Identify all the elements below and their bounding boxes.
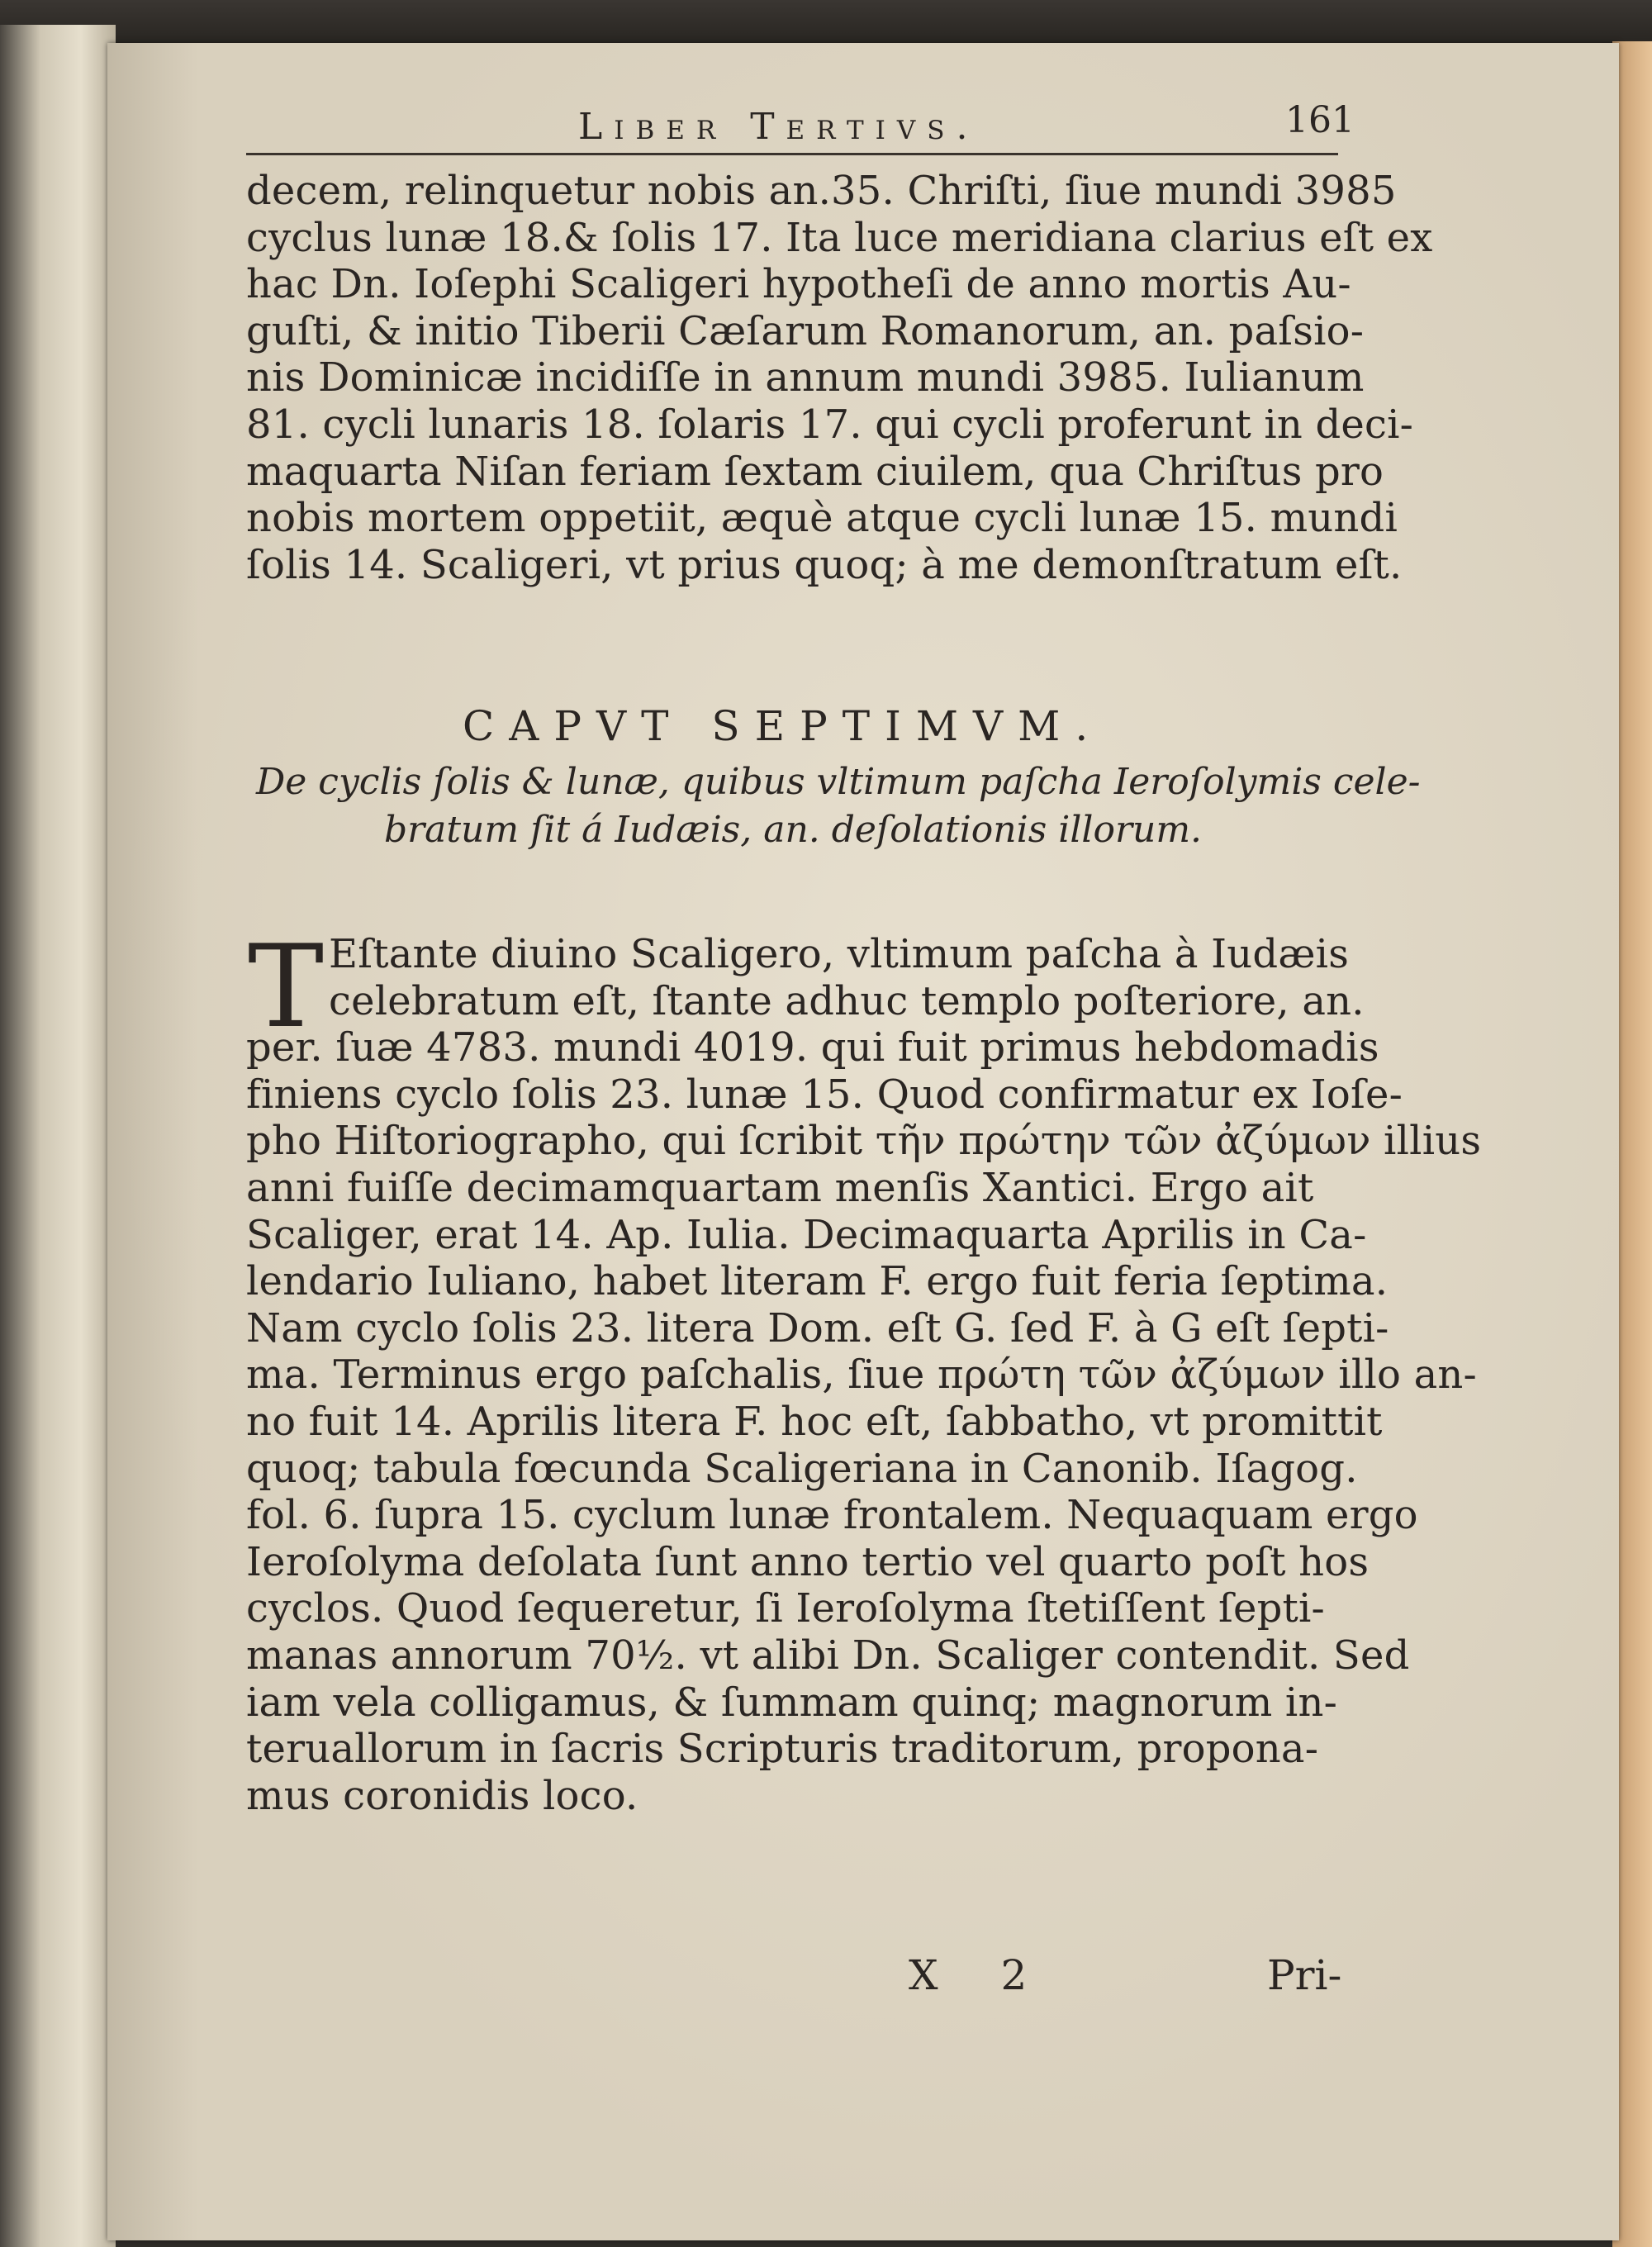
text-line: celebratum eſt, ſtante adhuc templo poſteriore, an. xyxy=(329,977,1365,1024)
chapter-title: CAPVT SEPTIMVM. xyxy=(463,702,1104,750)
text-line: finiens cyclo ſolis 23. lunæ 15. Quod confirmatur ex Ioſe- xyxy=(246,1071,1403,1118)
text-line: maquarta Niſan feriam ſextam ciuilem, qua Chriſtus pro xyxy=(246,448,1384,495)
text-line: nobis mortem oppetiit, æquè atque cycli lunæ 15. mundi xyxy=(246,495,1398,542)
text-line: Scaliger, erat 14. Ap. Iulia. Decimaquarta Aprilis in Ca- xyxy=(246,1211,1367,1258)
page-number: 161 xyxy=(1285,99,1355,141)
text-line: lendario Iuliano, habet literam F. ergo fuit feria ſeptima. xyxy=(246,1258,1389,1305)
scanner-background xyxy=(0,0,1652,50)
subtitle-line: bratum ſit á Iudæis, an. deſolationis illorum. xyxy=(383,809,1203,851)
text-line: iam vela colligamus, & ſummam quinq; magnorum in- xyxy=(246,1679,1337,1726)
book-binding xyxy=(0,25,116,2247)
text-line: anni fuiſſe decimamquartam menſis Xantici. Ergo ait xyxy=(246,1164,1314,1211)
text-line: quoq; tabula fœcunda Scaligeriana in Canonib. Iſagog. xyxy=(246,1445,1358,1492)
text-line: 81. cycli lunaris 18. ſolaris 17. qui cycli proferunt in deci- xyxy=(246,401,1414,448)
text-line: fol. 6. ſupra 15. cyclum lunæ frontalem. Nequaquam ergo xyxy=(246,1492,1418,1539)
header-rule xyxy=(246,153,1338,155)
text-line: no fuit 14. Aprilis litera F. hoc eſt, ſabbatho, vt promittit xyxy=(246,1398,1383,1445)
text-line: teruallorum in ſacris Scripturis traditorum, propona- xyxy=(246,1726,1319,1773)
chapter-subtitle xyxy=(256,758,1421,854)
body-paragraph xyxy=(246,920,1482,1819)
text-line: nis Dominicæ incidiſſe in annum mundi 3985. Iulianum xyxy=(246,354,1365,401)
text-line: decem, relinquetur nobis an.35. Chriſti, ſiue mundi 3985 xyxy=(246,168,1397,214)
text-line: guſti, & initio Tiberii Cæſarum Romanorum, an. paſsio- xyxy=(246,307,1365,354)
subtitle-line: De cyclis ſolis & lunæ, quibus vltimum paſcha Ieroſolymis cele- xyxy=(256,761,1421,803)
text-line: Nam cyclo ſolis 23. litera Dom. eſt G. ſed F. à G eſt ſepti- xyxy=(246,1304,1389,1352)
catchword: Pri- xyxy=(1267,1951,1342,1999)
text-line: per. ſuæ 4783. mundi 4019. qui fuit primus hebdomadis xyxy=(246,1024,1379,1071)
top-paragraph xyxy=(246,168,1433,588)
text-line: Ieroſolyma deſolata ſunt anno tertio vel quarto poſt hos xyxy=(246,1538,1370,1585)
text-line: hac Dn. Ioſephi Scaligeri hypotheſi de anno mortis Au- xyxy=(246,261,1351,308)
text-line: cyclos. Quod ſequeretur, ſi Ieroſolyma ſtetiſſent ſepti- xyxy=(246,1585,1325,1632)
text-line: pho Hiſtoriographo, qui ſcribit τῆν πρώτην τῶν ἀζύμων illius xyxy=(246,1118,1482,1165)
text-line: cyclus lunæ 18.& ſolis 17. Ita luce meridiana clarius eſt ex xyxy=(246,214,1433,261)
running-title: Liber Tertivs. xyxy=(578,106,980,148)
drop-cap-initial: T xyxy=(248,920,325,1053)
text-line: Eſtante diuino Scaligero, vltimum paſcha à Iudæis xyxy=(329,931,1350,977)
text-line: manas annorum 70½. vt alibi Dn. Scaliger contendit. Sed xyxy=(246,1632,1410,1679)
text-line: ma. Terminus ergo paſchalis, ſiue πρώτη τῶν ἀζύμων illo an- xyxy=(246,1352,1477,1399)
signature-mark: X 2 xyxy=(909,1951,1052,1999)
text-line: mus coronidis loco. xyxy=(246,1772,638,1819)
text-line: ſolis 14. Scaligeri, vt prius quoq; à me demonſtratum eſt. xyxy=(246,541,1403,588)
